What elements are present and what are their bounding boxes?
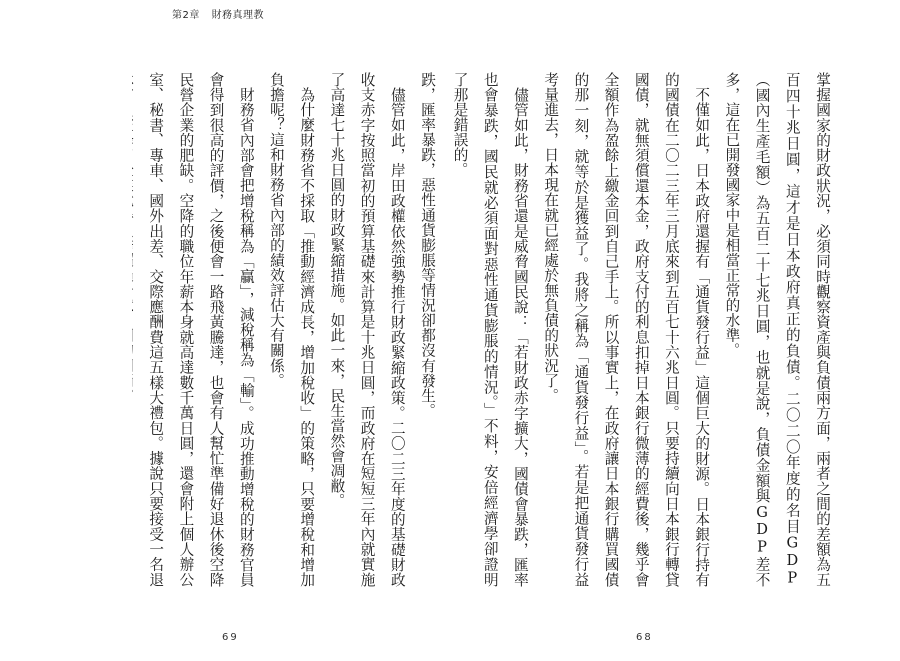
running-header xyxy=(172,6,264,21)
page-number-right: 68 xyxy=(636,632,653,643)
paragraph: 儘管如此，財務省還是威脅國民說：「若財政赤字擴大，國債會暴跌，匯率也會暴跌，國民就必須面對惡性通貨膨脹的情況。」不料，安倍經濟學卻證明了那是錯誤的。 xyxy=(451,72,529,587)
chapter-label: 第2章 xyxy=(172,10,200,21)
paragraph: 不僅如此，日本政府還握有「通貨發行益」這個巨大的財源。日本銀行持有的國債在二〇二三年三月底來到五百七十六兆日圓。只要持續向日本銀行轉貸國債，就無須償還本金，政府支付的利息扣掉日本銀行微薄的經費後，幾乎會全額作為盈餘上繳金回到自己手上。所以事實上，在政府讓日本銀行購買國債的那一刻，就等於是獲益了。我將之稱為「通貨發行益」。若是把通貨發行益考量進去，日本現在就已經處於無負債的狀況了。 xyxy=(542,72,711,587)
left-page-body xyxy=(132,72,442,587)
right-page xyxy=(450,0,900,661)
paragraph: 儘管如此，岸田政權依然強勢推行財政緊縮政策。二〇二三年度的基礎財政收支赤字按照當初的預算基礎來計算是十兆日圓，而政府在短短三年內就實施了高達七十兆日圓的財政緊縮措施。如此一來，民生當然會凋敝。 xyxy=(328,72,406,587)
right-page-body xyxy=(450,72,837,587)
page-number-left: 69 xyxy=(222,632,239,643)
paragraph: 財務省內部會把增稅稱為「贏」，減稅稱為「輸」。成功推動增稅的財務官員會得到很高的評價，之後便會一路飛黃騰達，也會有人幫忙準備好退休後空降民營企業的肥缺。空降的職位年薪本身就高達數千萬日圓，還會附上個人辦公室、秘書、專車、國外出差、交際應酬費這五樣大禮包。據說只要接受一名退 xyxy=(147,72,255,587)
chapter-title: 財務真理教 xyxy=(211,10,265,21)
paragraph: 跌，匯率暴跌，惡性通貨膨脹等情況卻都沒有發生。 xyxy=(419,72,436,419)
paragraph: 為什麼財務省不採取「推動經濟成長，增加稅收」的策略，只要增稅和增加負擔呢？這和財務省內部的績效評估大有關係。 xyxy=(267,72,316,587)
paragraph: 掌握國家的財政狀況，必須同時觀察資產與負債兩方面，兩者之間的差額為五百四十兆日圓，這才是日本政府真正的負債。二〇二〇年度的名目GDP（國內生產毛額）為五百二十七兆日圓，也就是說，負債金額與GDP差不多，這在已開發國家中是相當正常的水準。 xyxy=(723,72,831,587)
